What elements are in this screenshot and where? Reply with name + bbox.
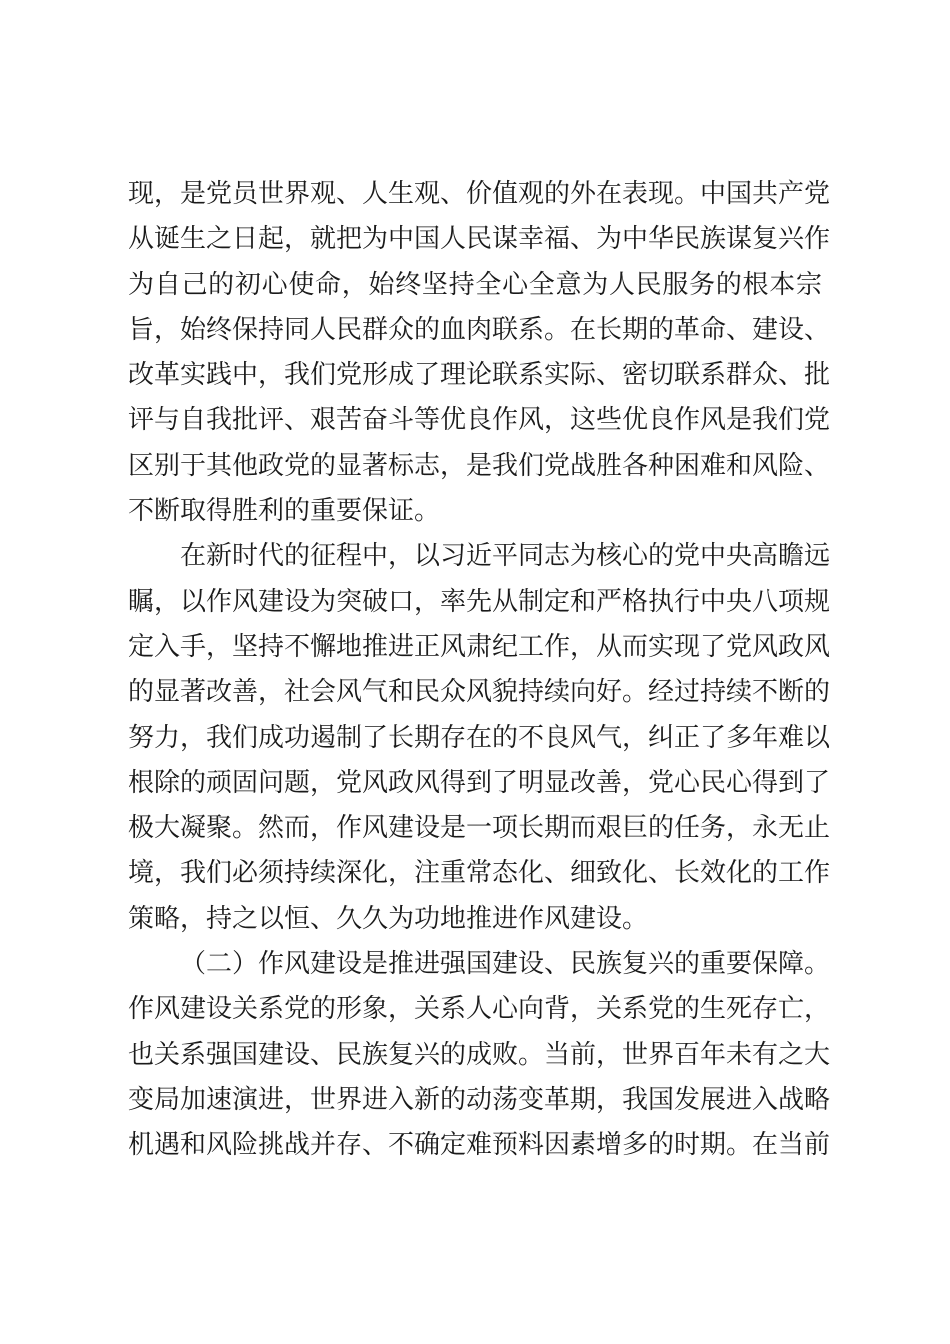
text-line: 为自己的初心使命，始终坚持全心全意为人民服务的根本宗 xyxy=(128,269,822,300)
text-line: 区别于其他政党的显著标志，是我们党战胜各种困难和风险、 xyxy=(128,450,831,481)
text-line: 评与自我批评、艰苦奋斗等优良作风，这些优良作风是我们党 xyxy=(128,405,831,436)
text-line: 的显著改善，社会风气和民众风貌持续向好。经过持续不断的 xyxy=(128,677,831,708)
text-line: 瞩，以作风建设为突破口，率先从制定和严格执行中央八项规 xyxy=(128,586,831,617)
text-line: 极大凝聚。然而，作风建设是一项长期而艰巨的任务，永无止 xyxy=(128,813,831,844)
paragraph-3 xyxy=(128,942,831,1168)
text-line: 作风建设关系党的形象，关系人心向背，关系党的生死存亡， xyxy=(128,994,831,1025)
paragraph-1 xyxy=(128,172,831,534)
text-line: 不断取得胜利的重要保证。 xyxy=(128,496,441,527)
text-line: 境，我们必须持续深化，注重常态化、细致化、长效化的工作 xyxy=(128,858,831,889)
text-line: 根除的顽固问题，党风政风得到了明显改善，党心民心得到了 xyxy=(128,767,831,798)
text-line: 变局加速演进，世界进入新的动荡变革期，我国发展进入战略 xyxy=(128,1084,831,1115)
text-line: 现，是党员世界观、人生观、价值观的外在表现。中国共产党 xyxy=(128,179,831,209)
text-line: 改革实践中，我们党形成了理论联系实际、密切联系群众、批 xyxy=(128,360,831,391)
text-line: 从诞生之日起，就把为中国人民谋幸福、为中华民族谋复兴作 xyxy=(128,224,831,255)
text-line: 在新时代的征程中，以习近平同志为核心的党中央高瞻远 xyxy=(180,541,831,572)
document-body xyxy=(128,172,831,1169)
text-line: 策略，持之以恒、久久为功地推进作风建设。 xyxy=(128,903,649,934)
text-line: 努力，我们成功遏制了长期存在的不良风气，纠正了多年难以 xyxy=(128,722,831,753)
section-heading-line: （二）作风建设是推进强国建设、民族复兴的重要保障。 xyxy=(180,949,831,980)
text-line: 旨，始终保持同人民群众的血肉联系。在长期的革命、建设、 xyxy=(128,314,831,345)
text-line: 也关系强国建设、民族复兴的成败。当前，世界百年未有之大 xyxy=(128,1039,831,1070)
text-line: 定入手，坚持不懈地推进正风肃纪工作，从而实现了党风政风 xyxy=(128,631,831,662)
text-line: 机遇和风险挑战并存、不确定难预料因素增多的时期。在当前 xyxy=(128,1130,831,1161)
paragraph-2 xyxy=(128,534,831,942)
